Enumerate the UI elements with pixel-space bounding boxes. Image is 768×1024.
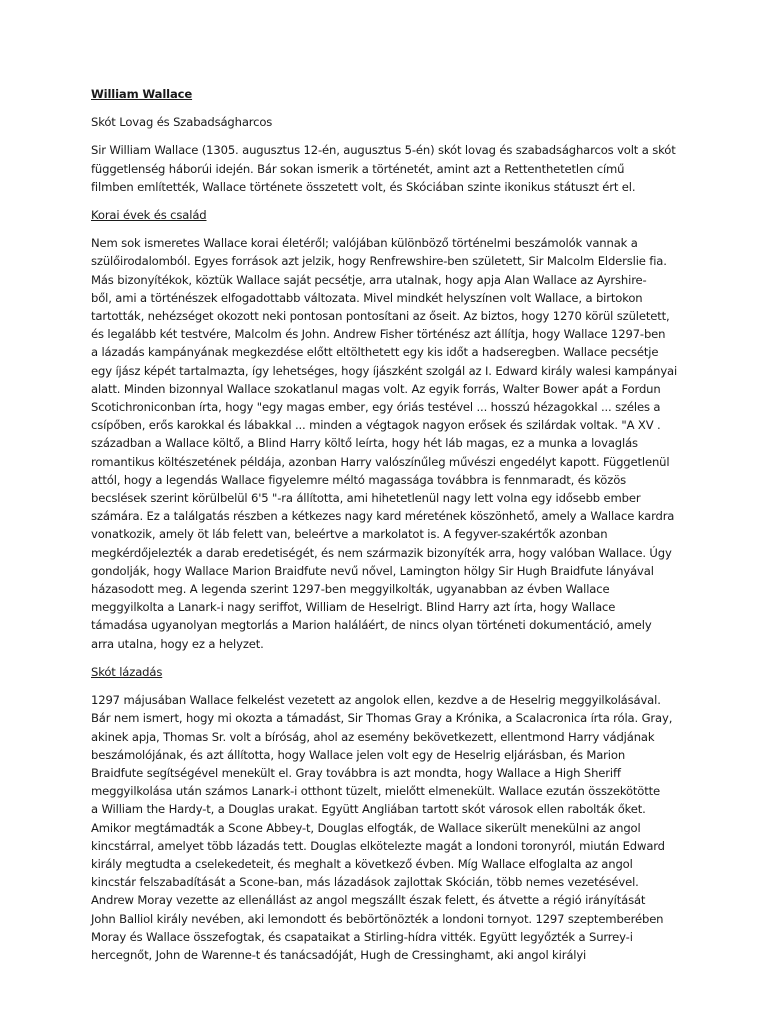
text-line: Nem sok ismeretes Wallace korai életéről; valójában különböző történelmi beszámolók vannak a xyxy=(91,236,638,251)
text-line: akinek apja, Thomas Sr. volt a bíróság, ahol az esemény bekövetkezett, ellentmond Harry vádjának xyxy=(91,729,655,744)
text-line: becslések szerint körülbelül 6'5 "-ra állította, ami hihetetlenül nagy lett volna egy idősebb ember xyxy=(91,491,641,506)
text-line: filmben említették, Wallace története összetett volt, és Skóciában szinte ikonikus státuszt ért el. xyxy=(91,179,636,194)
text-line: és legalább két testvére, Malcolm és John. Andrew Fisher történész azt állítja, hogy Wallace 1297-ben xyxy=(91,327,666,342)
text-line: támadása ugyanolyan megtorlás a Marion haláláért, de nincs olyan történeti dokumentáció, amely xyxy=(91,618,652,633)
text-line: függetlenség háborúi idején. Bár sokan ismerik a történetét, amint azt a Rettenthetetlen című xyxy=(91,161,625,176)
text-line: Scotichroniconban írta, hogy "egy magas ember, egy óriás testével ... hosszú hézagokkal ... széles a xyxy=(91,400,661,415)
text-line: meggyilkolása után számos Lanark-i otthont tüzelt, mielőtt elmenekült. Wallace ezután összekötötte xyxy=(91,784,661,799)
text-line: kincstár felszabadítását a Scone-ban, más lázadások zajlottak Skócián, több nemes vezetésével. xyxy=(91,875,639,890)
text-line: 1297 májusában Wallace felkelést vezetett az angolok ellen, kezdve a de Heselrig meggyilkolásával. xyxy=(91,693,661,708)
text-line: számára. Ez a találgatás részben a kétkezes nagy kard méretének köszönhető, amely a Wallace kardra xyxy=(91,509,675,524)
text-line: kincstárral, amelyet több lázadás tett. Douglas elkötelezte magát a londoni toronyról, miután Edward xyxy=(91,838,665,853)
text-line: John Balliol király nevében, aki lemondott és bebörtönözték a londoni tornyot. 1297 szeptemberében xyxy=(91,911,664,926)
scottish-revolt-paragraph xyxy=(91,691,691,964)
text-line: szülőirodalomból. Egyes források azt jelzik, hogy Renfrewshire-ben született, Sir Malcolm Elderslie fia. xyxy=(91,254,667,269)
text-line: Sir William Wallace (1305. augusztus 12-én, augusztus 5-én) skót lovag és szabadságharcos volt a skót xyxy=(91,143,676,158)
text-line: Bár nem ismert, hogy mi okozta a támadást, Sir Thomas Gray a Krónika, a Scalacronica írta róla. Gray, xyxy=(91,711,673,726)
document-page xyxy=(91,85,691,974)
text-line: Más bizonyítékok, köztük Wallace saját pecsétje, arra utalnak, hogy apja Alan Wallace az Ayrshire- xyxy=(91,272,647,287)
document-subtitle: Skót Lovag és Szabadságharcos xyxy=(91,115,273,130)
text-line: csípőben, erős karokkal és lábakkal ... minden a végtagok nagyon erősek és szilárdak voltak. "A XV . xyxy=(91,418,661,433)
text-line: Braidfute segítségével menekült el. Gray továbbra is azt mondta, hogy Wallace a High Sheriff xyxy=(91,765,621,780)
text-line: hercegnőt, John de Warenne-t és tanácsadóját, Hugh de Cressinghamt, aki angol királyi xyxy=(91,947,587,962)
text-line: házasodott meg. A legenda szerint 1297-ben meggyilkolták, ugyanabban az évben Wallace xyxy=(91,582,610,597)
text-line: Amikor megtámadták a Scone Abbey-t, Douglas elfogták, de Wallace sikerült menekülni az angol xyxy=(91,820,641,835)
text-line: században a Wallace költő, a Blind Harry költő leírta, hogy hét láb magas, ez a munka a lovaglás xyxy=(91,436,638,451)
text-line: beszámolójának, és azt állította, hogy Wallace jelen volt egy de Heselrig eljárásban, és Marion xyxy=(91,747,626,762)
text-line: vonatkozik, amely öt láb felett van, beleértve a markolatot is. A fegyver-szakértők azonban xyxy=(91,527,608,542)
text-line: Moray és Wallace összefogtak, és csapataikat a Stirling-hídra vitték. Együtt legyőzték a Surrey-i xyxy=(91,929,633,944)
text-line: a William the Hardy-t, a Douglas urakat. Együtt Angliában tartott skót városok ellen rabolták őket. xyxy=(91,802,646,817)
text-line: Andrew Moray vezette az ellenállást az angol megszállt észak felett, és átvette a régió irányítását xyxy=(91,893,646,908)
text-line: attól, hogy a legendás Wallace figyelemre méltó magassága továbbra is fennmaradt, és közös xyxy=(91,472,627,487)
document-title: William Wallace xyxy=(91,87,193,101)
text-line: romantikus költészetének példája, azonban Harry valószínűleg művészi engedélyt kapott. Függetlenül xyxy=(91,454,670,469)
text-line: alatt. Minden bizonnyal Wallace szokatlanul magas volt. Az egyik forrás, Walter Bower apát a Fordun xyxy=(91,381,661,396)
text-line: gondolják, hogy Wallace Marion Braidfute nevű nővel, Lamington hölgy Sir Hugh Braidfute lányával xyxy=(91,563,654,578)
text-line: arra utalna, hogy ez a helyzet. xyxy=(91,636,264,651)
text-line: tartották, nehézséget okozott neki pontosan pontosítani az őseit. Az biztos, hogy 1270 körül született, xyxy=(91,309,670,324)
section-heading-early-years: Korai évek és család xyxy=(91,208,207,223)
intro-paragraph xyxy=(91,141,691,196)
early-years-paragraph xyxy=(91,234,691,653)
text-line: egy íjász képét tartalmazta, így lehetséges, hogy íjászként szolgál az I. Edward király walesi kampányai xyxy=(91,363,678,378)
text-line: ből, ami a történészek elfogadottabb változata. Mivel mindkét helyszínen volt Wallace, a birtokon xyxy=(91,290,643,305)
text-line: megkérdőjelezték a darab eredetiségét, és nem származik bizonyíték arra, hogy valóban Wallace. Úgy xyxy=(91,545,672,560)
text-line: király megtudta a cselekedeteit, és meghalt a következő évben. Míg Wallace elfoglalta az angol xyxy=(91,856,633,871)
text-line: a lázadás kampányának megkezdése előtt eltölthetett egy kis időt a hadseregben. Wallace pecsétje xyxy=(91,345,659,360)
section-heading-scottish-revolt: Skót lázadás xyxy=(91,664,163,679)
text-line: meggyilkolta a Lanark-i nagy seriffot, William de Heselrigt. Blind Harry azt írta, hogy Wallace xyxy=(91,600,616,615)
